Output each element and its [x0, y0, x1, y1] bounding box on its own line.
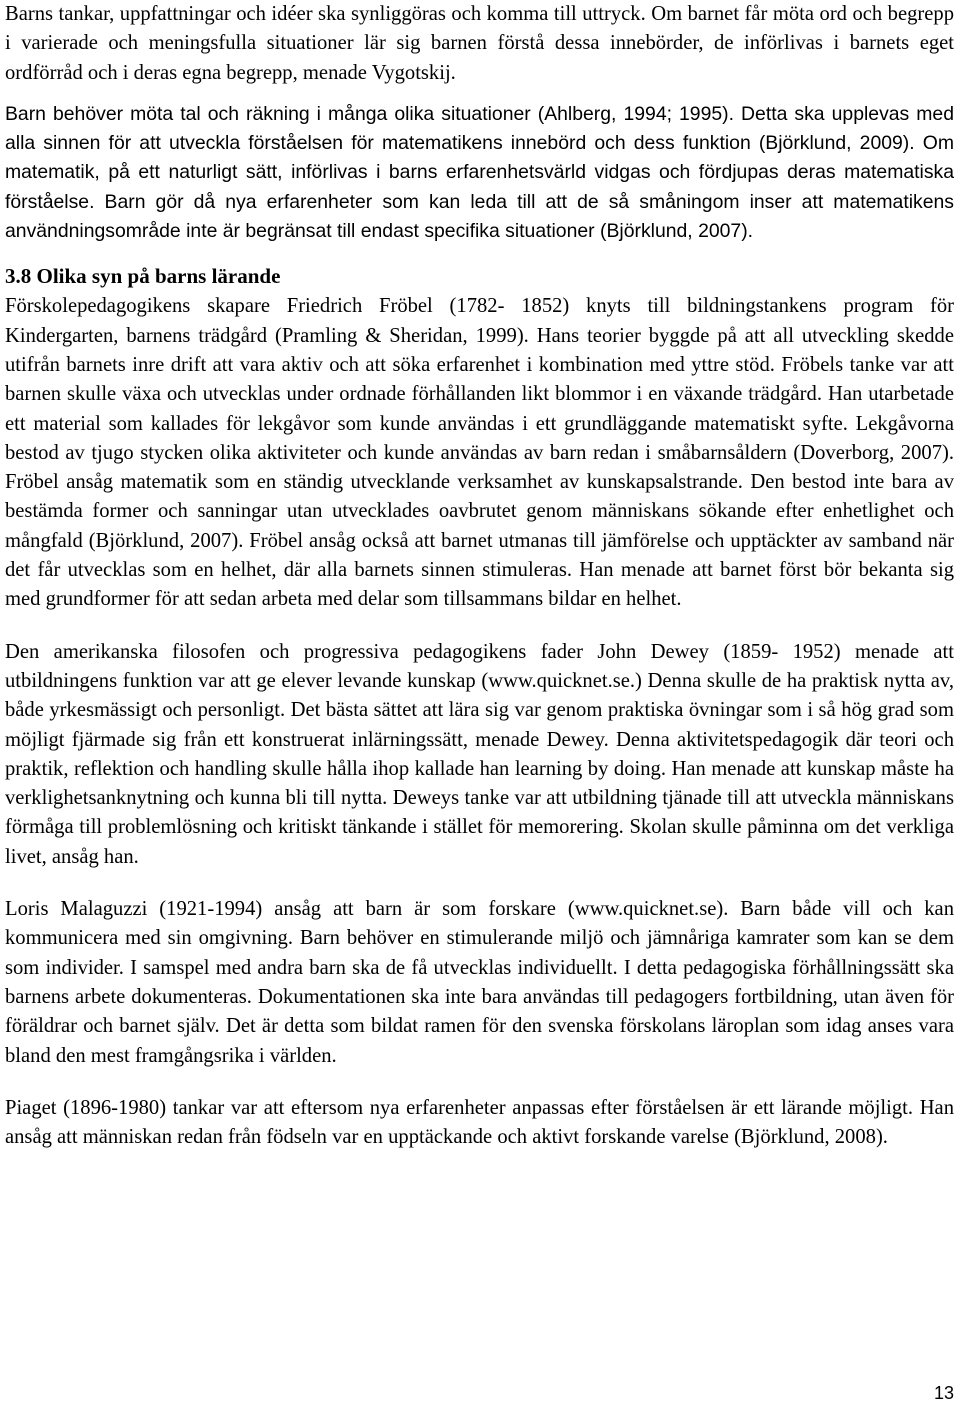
paragraph-mathematics-situations: Barn behöver möta tal och räkning i många olika situationer (Ahlberg, 1994; 1995). Detta ska upplevas med alla sinnen för att utveckla förståelsen för matematikens innebörd och dess funktion (Björklund, 2009). Om matematik, på ett naturligt sätt, införlivas i barns erfarenhetsvärld vidgas och fördjupas deras matematiska förståelse. Barn gör då nya erfarenheter som kan leda till att de så småningom inser att matematikens användningsområde inte är begränsat till endast specifika situationer (Björklund, 2007). — [5, 102, 954, 243]
paragraph-frobel: Förskolepedagogikens skapare Friedrich Fröbel (1782- 1852) knyts till bildningstankens program för Kindergarten, barnens trädgård (Pramling & Sheridan, 1999). Hans teorier byggde på att all utveckling skedde utifrån barnets inre drift att vara aktiv och att söka erfarenhet i kombination med yttre stöd. Fröbels tanke var att barnen skulle växa och utvecklas under ordnade förhållanden likt blommor i en växande trädgård. Han utarbetade ett material som kallades för lekgåvor som kunde användas i ett grundläggande matematiskt syfte. Lekgåvorna bestod av tjugo stycken olika aktiviteter och kunde användas av barn redan i småbarnsåldern (Doverborg, 2007). Fröbel ansåg matematik som en ständig utvecklande verksamhet av kunskapsalstrande. Den bestod inte bara av bestämda former och sanningar utan utvecklades oavbrutet genom människans sökande efter enhetlighet och mångfald (Björklund, 2007). Fröbel ansåg också att barnet utmanas till jämförelse och upptäckter av samband när det får utvecklas som en helhet, där alla barnets sinnen stimuleras. Han menade att barnet först bör bekanta sig med grundformer för att sedan arbeta med delar som tillsammans bildar en helhet. — [5, 295, 954, 611]
paragraph-dewey: Den amerikanska filosofen och progressiva pedagogikens fader John Dewey (1859- 1952) menade att utbildningens funktion var att ge elever levande kunskap (www.quicknet.se.) Denna skulle de ha praktisk nytta av, både yrkesmässigt och personligt. Det bästa sättet att lära sig var genom praktiska övningar som i så hög grad som möjligt fjärmade sig från ett konstruerat inlärningssätt, menade Dewey. Denna aktivitetspedagogik där teori och praktik, reflektion och handling skulle hålla ihop kallade han learning by doing. Han menade att kunskap måste ha verklighetsanknytning och kunna bli till nytta. Deweys tanke var att utbildning tjänade till att utveckla människans förmåga till problemlösning och kritiskt tänkande i stället för memorering. Skolan skulle påminna om det verkliga livet, ansåg han. — [5, 640, 954, 868]
paragraph-vygotskij: Barns tankar, uppfattningar och idéer ska synliggöras och komma till uttryck. Om barnet får möta ord och begrepp i varierade och meningsfulla situationer lär sig barnen förstå dessa innebörder, de införlivas i barnets eget ordförråd och i deras egna begrepp, menade Vygotskij. — [5, 3, 954, 84]
document-body — [5, 0, 954, 1152]
page-number: 13 — [933, 1383, 954, 1403]
section-heading: 3.8 Olika syn på barns lärande — [5, 264, 281, 289]
paragraph-piaget: Piaget (1896-1980) tankar var att eftersom nya erfarenheter anpassas efter förståelsen är ett lärande möjligt. Han ansåg att människan redan från födseln var en upptäckande och aktivt forskande varelse (Björklund, 2008). — [5, 1096, 954, 1149]
paragraph-malaguzzi: Loris Malaguzzi (1921-1994) ansåg att barn är som forskare (www.quicknet.se). Barn både vill och kan kommunicera med sin omgivning. Barn behöver en stimulerande miljö och jämnåriga kamrater som kan se dem som individer. I samspel med andra barn ska de få utvecklas individuellt. I detta pedagogiska förhållningssätt ska barnens arbete dokumenteras. Dokumentationen ska inte bara användas till pedagogers fortbildning, utan även för föräldrar och barnet själv. Det är detta som bildat ramen för den svenska förskolans läroplan som idag anses vara bland den mest framgångsrika i världen. — [5, 898, 954, 1067]
